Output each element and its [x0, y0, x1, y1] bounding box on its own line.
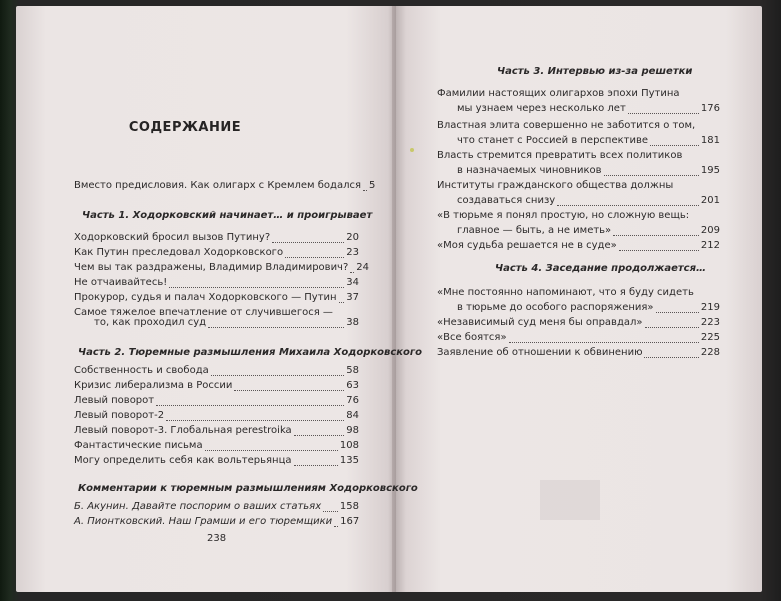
part2-heading: Часть 2. Тюремные размышления Михаила Ходорковского	[78, 347, 423, 358]
toc-entry-label: Заявление об отношении к обвинению	[437, 347, 643, 358]
toc-entry-label: Фамилии настоящих олигархов эпохи Путина	[437, 88, 680, 99]
leader-dots	[169, 286, 344, 288]
toc-entry-page: 209	[700, 225, 720, 236]
toc-entry	[437, 118, 720, 134]
leader-dots	[557, 204, 699, 206]
page-blemish	[410, 148, 414, 152]
toc-entry-page: 63	[346, 380, 359, 391]
leader-dots	[272, 241, 344, 243]
toc-entry-page: 20	[346, 232, 359, 243]
leader-dots	[363, 189, 367, 191]
leader-dots	[339, 301, 345, 303]
toc-entry-label: «Независимый суд меня бы оправдал»	[437, 317, 643, 328]
leader-dots	[628, 112, 699, 114]
toc-entry	[74, 378, 359, 394]
toc-entry	[74, 408, 359, 424]
toc-entry-page: 212	[700, 240, 720, 251]
toc-entry-intro	[74, 178, 376, 194]
part4-heading: Часть 4. Заседание продолжается…	[495, 263, 706, 274]
toc-entry	[74, 230, 359, 246]
toc-entry-page: 225	[700, 332, 720, 343]
toc-entry-page: 219	[700, 302, 720, 313]
toc-entry-label: А. Пионтковский. Наш Грамши и его тюремщики	[74, 516, 333, 527]
leader-dots	[334, 525, 338, 527]
leader-dots	[323, 510, 338, 512]
toc-entry-label: Не отчаивайтесь!	[74, 277, 168, 288]
toc-entry-page: 98	[346, 425, 359, 436]
toc-entry	[437, 223, 720, 239]
toc-entry-label: Левый поворот-2	[74, 410, 165, 421]
toc-entry-page: 108	[339, 440, 359, 451]
toc-entry	[74, 260, 370, 276]
toc-entry	[74, 363, 359, 379]
toc-entry-label: главное — быть, а не иметь»	[457, 225, 612, 236]
toc-entry-page: 228	[700, 347, 720, 358]
toc-entry	[74, 499, 359, 515]
toc-entry-label: Власть стремится превратить всех политиков	[437, 150, 683, 161]
toc-entry	[437, 208, 720, 224]
toc-entry-label: Институты гражданского общества должны	[437, 180, 674, 191]
toc-entry	[437, 133, 720, 149]
leader-dots	[613, 234, 699, 236]
toc-entry-page: 167	[340, 516, 360, 527]
toc-entry	[437, 193, 720, 209]
comments-heading: Комментарии к тюремным размышлениям Ходорковского	[78, 483, 418, 494]
toc-entry-label: Чем вы так раздражены, Владимир Владимирович?	[74, 262, 349, 273]
toc-entry-page: 38	[346, 317, 359, 328]
leader-dots	[208, 326, 344, 328]
toc-entry-label: то, как проходил суд	[94, 317, 207, 328]
leader-dots	[650, 144, 699, 146]
toc-entry-label: в тюрьме до особого распоряжения»	[457, 302, 654, 313]
toc-entry	[437, 101, 720, 117]
toc-entry	[74, 514, 359, 530]
toc-entry-page: 201	[700, 195, 720, 206]
leader-dots	[350, 271, 354, 273]
leader-dots	[294, 464, 338, 466]
toc-entry-page: 135	[339, 455, 359, 466]
toc-entry-page: 34	[346, 277, 359, 288]
toc-entry-label: в назначаемых чиновников	[457, 165, 602, 176]
contents-title: СОДЕРЖАНИЕ	[128, 120, 242, 135]
toc-entry-page: 23	[346, 247, 359, 258]
toc-entry-label: Левый поворот	[74, 395, 155, 406]
toc-entry	[437, 86, 720, 102]
toc-entry	[437, 148, 720, 164]
part1-heading: Часть 1. Ходорковский начинает… и проигрывает	[82, 210, 373, 221]
toc-entry-label: Ходорковский бросил вызов Путину?	[74, 232, 271, 243]
toc-entry-page: 176	[700, 103, 720, 114]
toc-entry-label: «Мне постоянно напоминают, что я буду сидеть	[437, 287, 694, 298]
toc-entry	[437, 178, 720, 194]
toc-entry-label: Как Путин преследовал Ходорковского	[74, 247, 284, 258]
toc-entry-label: мы узнаем через несколько лет	[457, 103, 626, 114]
toc-entry-label: Кризис либерализма в России	[74, 380, 233, 391]
page-number: 238	[207, 533, 227, 544]
toc-entry-label: создаваться снизу	[457, 195, 556, 206]
toc-entry-label: что станет с Россией в перспективе	[457, 135, 649, 146]
toc-entry-label: «Все боятся»	[437, 332, 507, 343]
toc-entry	[74, 423, 359, 439]
toc-entry-page: 158	[339, 501, 359, 512]
toc-entry-page: 24	[356, 262, 370, 273]
toc-entry	[74, 393, 359, 409]
toc-entry-page: 84	[346, 410, 359, 421]
toc-entry-label: Левый поворот-3. Глобальная perestroika	[74, 425, 292, 436]
leader-dots	[509, 341, 699, 343]
leader-dots	[294, 434, 345, 436]
toc-entry-label: Фантастические письма	[74, 440, 203, 451]
leader-dots	[234, 389, 344, 391]
toc-entry-page: 76	[346, 395, 359, 406]
toc-entry-page: 5	[369, 180, 376, 191]
part3-heading: Часть 3. Интервью из-за решетки	[497, 66, 693, 77]
leader-dots	[205, 449, 338, 451]
toc-entry	[437, 238, 720, 254]
toc-entry	[74, 275, 359, 291]
toc-entry	[437, 300, 720, 316]
leader-dots	[656, 311, 699, 313]
toc-entry	[437, 330, 720, 346]
toc-entry	[74, 245, 359, 261]
toc-entry-page: 195	[700, 165, 720, 176]
toc-entry-label: «В тюрьме я понял простую, но сложную вещь:	[437, 210, 690, 221]
toc-entry-label: Самое тяжелое впечатление от случившегося —	[74, 307, 333, 318]
toc-entry	[74, 453, 359, 469]
toc-entry-label: Собственность и свобода	[74, 365, 209, 376]
toc-entry-label: Властная элита совершенно не заботится о том,	[437, 120, 696, 131]
toc-entry	[437, 345, 720, 361]
toc-entry-page: 181	[700, 135, 720, 146]
toc-entry	[74, 290, 359, 306]
toc-entry	[74, 438, 359, 454]
toc-entry-page: 223	[700, 317, 720, 328]
toc-entry	[437, 285, 720, 301]
toc-entry-page: 37	[346, 292, 359, 303]
show-through-shadow	[540, 480, 600, 520]
toc-entry-label: «Моя судьба решается не в суде»	[437, 240, 617, 251]
leader-dots	[644, 356, 698, 358]
leader-dots	[285, 256, 344, 258]
leader-dots	[166, 419, 344, 421]
toc-entry-label: Прокурор, судья и палач Ходорковского — Путин	[74, 292, 337, 303]
leader-dots	[645, 326, 699, 328]
leader-dots	[604, 174, 699, 176]
leader-dots	[619, 249, 699, 251]
leader-dots	[211, 374, 345, 376]
toc-entry	[437, 315, 720, 331]
toc-entry-label: Б. Акунин. Давайте поспорим о ваших статьях	[74, 501, 322, 512]
toc-entry	[74, 315, 359, 331]
toc-entry-label: Могу определить себя как вольтерьянца	[74, 455, 292, 466]
toc-entry-page: 58	[346, 365, 359, 376]
toc-entry	[437, 163, 720, 179]
leader-dots	[156, 404, 344, 406]
toc-entry-label: Вместо предисловия. Как олигарх с Кремлем бодался	[74, 180, 362, 191]
